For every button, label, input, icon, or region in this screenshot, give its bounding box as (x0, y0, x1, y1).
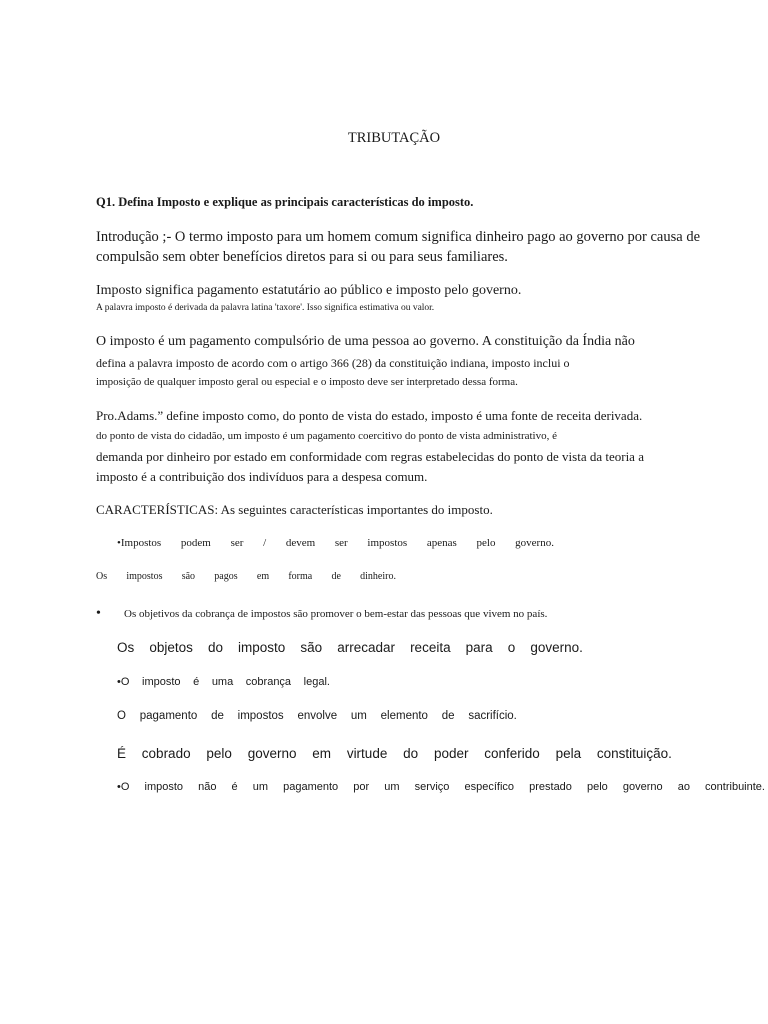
word: contribuinte. (705, 781, 765, 793)
word: é (231, 781, 238, 793)
word: pela (555, 746, 582, 761)
adams-line-4: imposto é a contribuição dos indivíduos para a despesa comum. (96, 469, 428, 484)
word: governo (247, 746, 297, 761)
word: pelo (587, 781, 608, 793)
word: pagamento (283, 781, 339, 793)
word: constituição. (596, 746, 672, 761)
word: ser (230, 537, 244, 549)
word: imposto (142, 676, 181, 688)
word: podem (180, 537, 211, 549)
word: prestado (529, 781, 572, 793)
word: imposto (238, 640, 286, 655)
word: governo. (530, 640, 583, 655)
word: específico (464, 781, 515, 793)
word: conferido (484, 746, 540, 761)
meaning-line-2: A palavra imposto é derivada da palavra latina 'taxore'. Isso significa estimativa ou valor. (96, 303, 435, 313)
constitution-line-3: imposição de qualquer imposto geral ou especial e o imposto deve ser interpretado dessa forma. (96, 376, 518, 388)
word: receita (410, 640, 451, 655)
word: devem (285, 537, 316, 549)
word: impostos (126, 571, 163, 582)
characteristic-item-6 (117, 710, 517, 722)
word: governo (622, 781, 663, 793)
word: impostos (237, 710, 284, 722)
constitution-line-1: O imposto é um pagamento compulsório de uma pessoa ao governo. A constituição da Índia não (96, 334, 635, 349)
characteristic-item-8 (117, 781, 765, 793)
word: em (312, 746, 332, 761)
constitution-line-2: defina a palavra imposto de acordo com o artigo 366 (28) da constituição indiana, imposto inclui o (96, 356, 570, 370)
word: de (441, 710, 455, 722)
word: de (211, 710, 224, 722)
word: ao (677, 781, 690, 793)
word: pagos (214, 571, 238, 582)
word: serviço (414, 781, 450, 793)
word: objetos (149, 640, 193, 655)
word: em (256, 571, 270, 582)
word: um (252, 781, 269, 793)
word: do (207, 640, 223, 655)
word: são (300, 640, 323, 655)
word: Os (96, 571, 108, 582)
adams-line-3: demanda por dinheiro por estado em conformidade com regras estabelecidas do ponto de vista da teoria a (96, 449, 644, 464)
word: arrecadar (337, 640, 395, 655)
word: dinheiro. (360, 571, 396, 582)
word: sacrifício. (468, 710, 517, 722)
word: um (350, 710, 367, 722)
word: um (384, 781, 400, 793)
characteristic-item-5 (117, 676, 330, 688)
characteristics-heading: CARACTERÍSTICAS: As seguintes características importantes do imposto. (96, 502, 493, 517)
word: uma (211, 676, 234, 688)
word: pelo (476, 537, 496, 549)
word: do (403, 746, 419, 761)
word: envolve (297, 710, 338, 722)
word: É (117, 746, 127, 761)
characteristic-item-2 (96, 571, 396, 582)
word: •O (117, 676, 130, 688)
word: elemento (380, 710, 428, 722)
word: pelo (206, 746, 232, 761)
word: o (507, 640, 516, 655)
characteristic-item-1 (117, 537, 554, 549)
word: de (331, 571, 341, 582)
word: é (193, 676, 200, 688)
word: imposto (144, 781, 184, 793)
adams-line-2: do ponto de vista do cidadão, um imposto é um pagamento coercitivo do ponto de vista administrativo, é (96, 430, 557, 442)
word: •O (117, 781, 130, 793)
word: poder (433, 746, 469, 761)
word: O (117, 710, 126, 722)
word: para (465, 640, 493, 655)
word: virtude (346, 746, 388, 761)
word: são (181, 571, 196, 582)
characteristic-item-3: Os objetivos da cobrança de impostos são promover o bem-estar das pessoas que vivem no país. (124, 608, 548, 620)
word: cobrado (141, 746, 191, 761)
adams-line-1: Pro.Adams.” define imposto como, do ponto de vista do estado, imposto é uma fonte de receita derivada. (96, 408, 643, 423)
word: cobrança (245, 676, 292, 688)
word: •Impostos (117, 537, 162, 549)
word: legal. (303, 676, 330, 688)
word: apenas (426, 537, 457, 549)
word: impostos (367, 537, 408, 549)
intro-line-2: compulsão sem obter benefícios diretos para si ou para seus familiares. (96, 249, 508, 265)
word: Os (117, 640, 135, 655)
word: forma (288, 571, 313, 582)
word: governo. (515, 537, 554, 549)
word: pagamento (139, 710, 198, 722)
characteristic-item-7 (117, 746, 672, 761)
word: / (263, 537, 267, 549)
question-heading: Q1. Defina Imposto e explique as principais características do imposto. (96, 195, 474, 209)
word: não (198, 781, 217, 793)
bullet-icon: • (96, 606, 101, 621)
word: por (353, 781, 370, 793)
word: ser (334, 537, 348, 549)
intro-line-1: Introdução ;- O termo imposto para um homem comum significa dinheiro pago ao governo por causa de (96, 229, 701, 245)
characteristic-item-4 (117, 640, 583, 655)
document-title: TRIBUTAÇÃO (347, 130, 441, 146)
meaning-line-1: Imposto significa pagamento estatutário ao público e imposto pelo governo. (96, 283, 522, 298)
